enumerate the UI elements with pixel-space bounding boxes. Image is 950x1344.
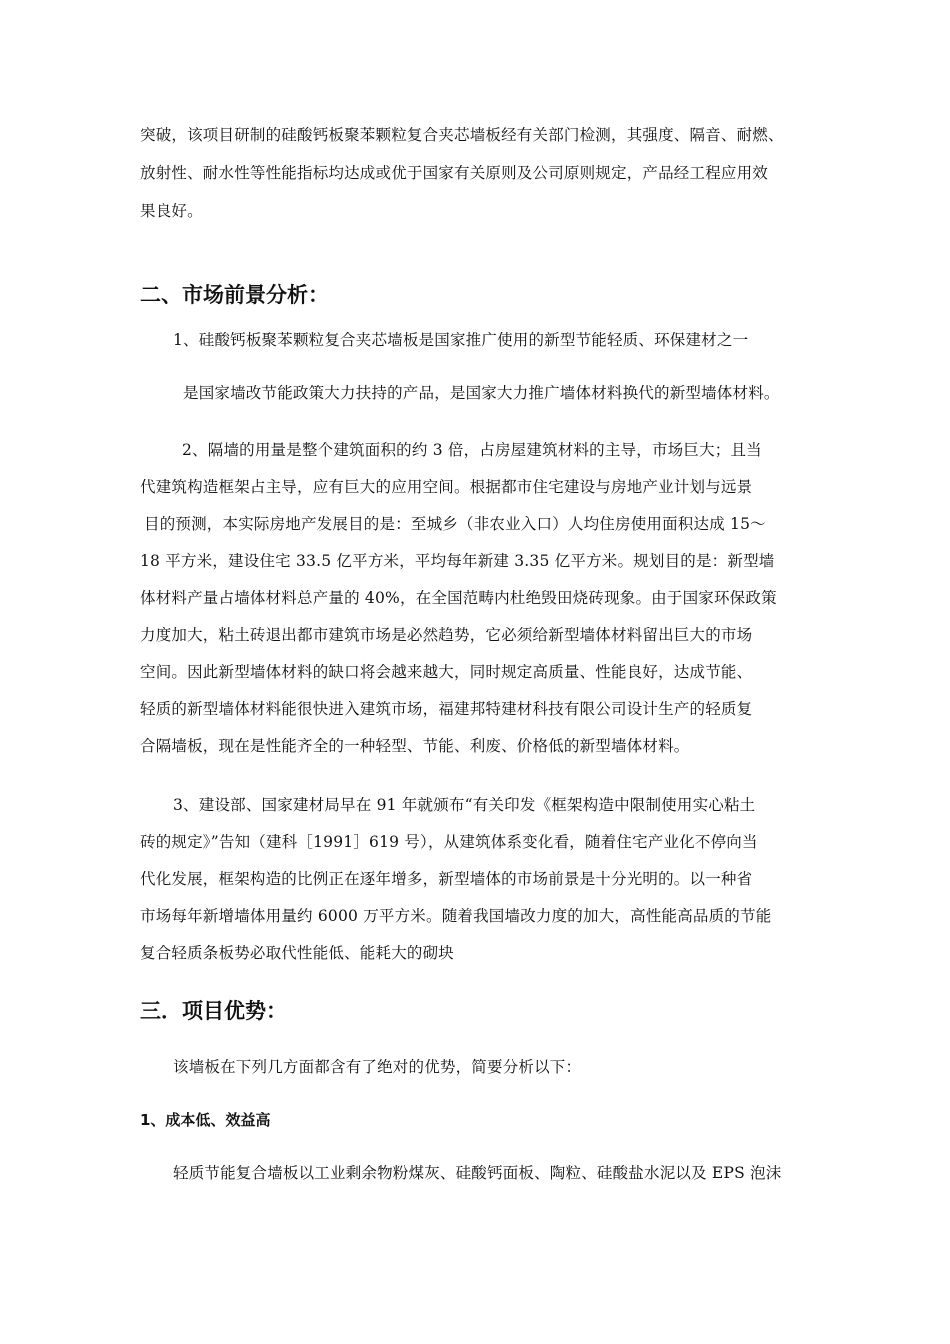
intro-line-3: 果良好。 bbox=[140, 202, 203, 220]
s2-p2-line-6: 力度加大，粘土砖退出都市建筑市场是必然趋势，它必须给新型墙体材料留出巨大的市场 bbox=[140, 626, 753, 644]
s2-p3-line-3: 代化发展，框架构造的比例正在逐年增多，新型墙体的市场前景是十分光明的。以一种省 bbox=[140, 870, 753, 888]
s2-p3-line-2: 砖的规定》”告知（建科［1991］619 号），从建筑体系变化看，随着住宅产业化不停向当 bbox=[140, 833, 758, 851]
s2-p2-line-7: 空间。因此新型墙体材料的缺口将会越来越大，同时规定高质量、性能良好，达成节能、 bbox=[140, 663, 753, 681]
section-3-heading: 三．项目优势： bbox=[140, 999, 287, 1023]
intro-line-2: 放射性、耐水性等性能指标均达成或优于国家有关原则及公司原则规定，产品经工程应用效 bbox=[140, 164, 769, 182]
s2-p1-line-1: 1、硅酸钙板聚苯颗粒复合夹芯墙板是国家推广使用的新型节能轻质、环保建材之一 bbox=[173, 331, 749, 349]
section-3-sub-1-line-1: 轻质节能复合墙板以工业剩余物粉煤灰、硅酸钙面板、陶粒、硅酸盐水泥以及 EPS 泡沫 bbox=[173, 1164, 782, 1182]
s2-p2-line-9: 合隔墙板，现在是性能齐全的一种轻型、节能、利废、价格低的新型墙体材料。 bbox=[140, 737, 690, 755]
s2-p2-line-2: 代建筑构造框架占主导，应有巨大的应用空间。根据都市住宅建设与房地产业计划与远景 bbox=[140, 478, 753, 496]
section-3-subheading-1: 1、成本低、效益高 bbox=[140, 1111, 271, 1129]
s2-p2-line-8: 轻质的新型墙体材料能很快进入建筑市场，福建邦特建材科技有限公司设计生产的轻质复 bbox=[140, 700, 753, 718]
s2-p2-line-3: 目的预测，本实际房地产发展目的是：至城乡（非农业入口）人均住房使用面积达成 15～ bbox=[144, 515, 766, 533]
s2-p2-line-1: 2、隔墙的用量是整个建筑面积的约 3 倍，占房屋建筑材料的主导，市场巨大；且当 bbox=[182, 441, 762, 459]
intro-line-1: 突破，该项目研制的硅酸钙板聚苯颗粒复合夹芯墙板经有关部门检测，其强度、隔音、耐燃、 bbox=[140, 126, 784, 144]
section-3-intro: 该墙板在下列几方面都含有了绝对的优势，简要分析以下： bbox=[173, 1058, 582, 1076]
section-2-heading: 二、市场前景分析： bbox=[140, 283, 329, 307]
s2-p3-line-1: 3、建设部、国家建材局早在 91 年就颁布“有关印发《框架构造中限制使用实心粘土 bbox=[173, 796, 756, 814]
s2-p3-line-5: 复合轻质条板势必取代性能低、能耗大的砌块 bbox=[140, 944, 455, 962]
s2-p1-line-2: 是国家墙改节能政策大力扶持的产品，是国家大力推广墙体材料换代的新型墙体材料。 bbox=[183, 384, 780, 402]
s2-p2-line-5: 体材料产量占墙体材料总产量的 40%，在全国范畴内杜绝毁田烧砖现象。由于国家环保政策 bbox=[140, 589, 777, 607]
s2-p3-line-4: 市场每年新增墙体用量约 6000 万平方米。随着我国墙改力度的加大，高性能高品质的节能 bbox=[140, 907, 772, 925]
s2-p2-line-4: 18 平方米，建设住宅 33.5 亿平方米，平均每年新建 3.35 亿平方米。规划目的是：新型墙 bbox=[140, 552, 775, 570]
